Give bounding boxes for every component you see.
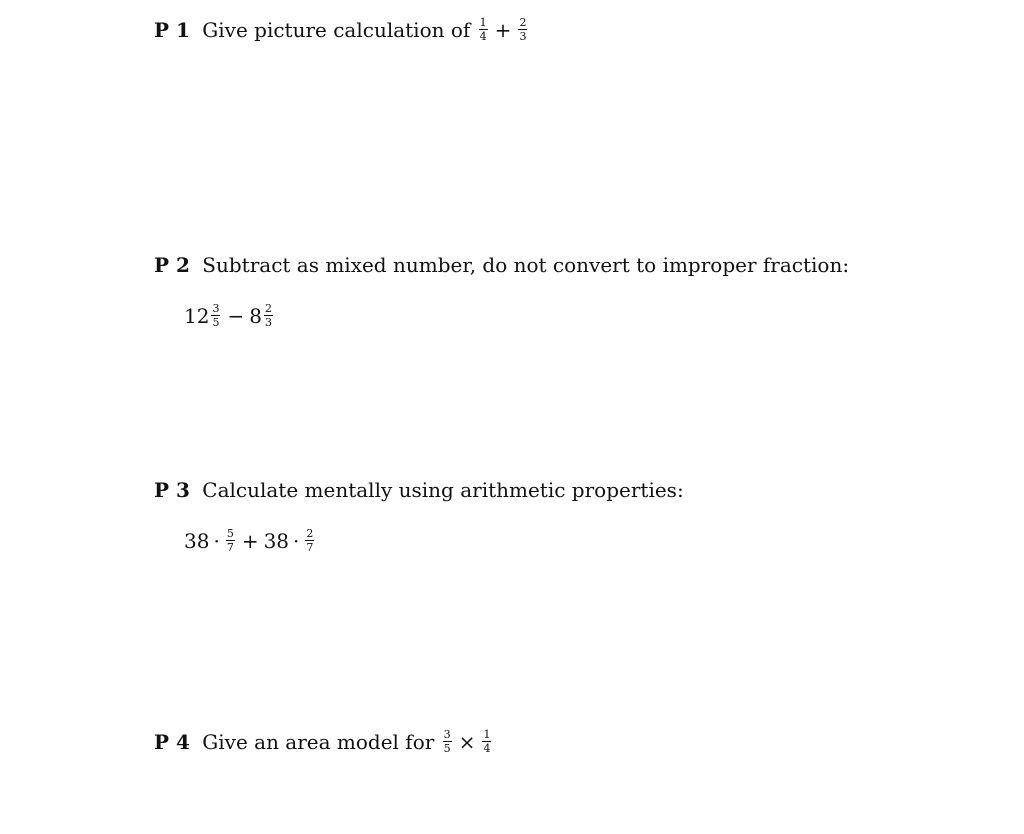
operator: − xyxy=(227,304,245,328)
fraction: $\frac{2}{3}$ xyxy=(264,302,272,329)
problem-label: P 3 xyxy=(154,478,190,502)
factor: 38 xyxy=(263,529,290,553)
fraction: $\frac{2}{7}$ xyxy=(306,527,314,554)
whole-number: 12 xyxy=(184,304,210,328)
problem-2 xyxy=(154,255,849,275)
problem-4 xyxy=(154,728,493,756)
fraction: $\frac{1}{4}$ xyxy=(479,16,487,43)
problem-2-expression xyxy=(184,302,275,330)
operator: + xyxy=(494,18,512,42)
factor: 38 xyxy=(184,529,210,553)
operator: × xyxy=(458,730,476,754)
problem-text: Give picture calculation of xyxy=(202,18,471,42)
problem-3 xyxy=(154,480,684,500)
fraction: $\frac{3}{5}$ xyxy=(443,728,451,755)
problem-1 xyxy=(154,16,529,44)
problem-text: Subtract as mixed number, do not convert to improper fraction: xyxy=(202,253,850,277)
problem-text: Calculate mentally using arithmetic properties: xyxy=(202,478,684,502)
problem-3-expression xyxy=(184,527,316,555)
dot-operator: · xyxy=(293,529,300,553)
dot-operator: · xyxy=(213,529,220,553)
fraction: $\frac{2}{3}$ xyxy=(519,16,527,43)
fraction: $\frac{1}{4}$ xyxy=(483,728,491,755)
problem-text: Give an area model for xyxy=(202,730,435,754)
fraction: $\frac{3}{5}$ xyxy=(212,302,220,329)
whole-number: 8 xyxy=(249,304,262,328)
problem-label: P 2 xyxy=(154,253,190,277)
problem-label: P 1 xyxy=(154,18,190,42)
operator: + xyxy=(241,529,259,553)
problem-label: P 4 xyxy=(154,730,190,754)
fraction: $\frac{5}{7}$ xyxy=(226,527,234,554)
